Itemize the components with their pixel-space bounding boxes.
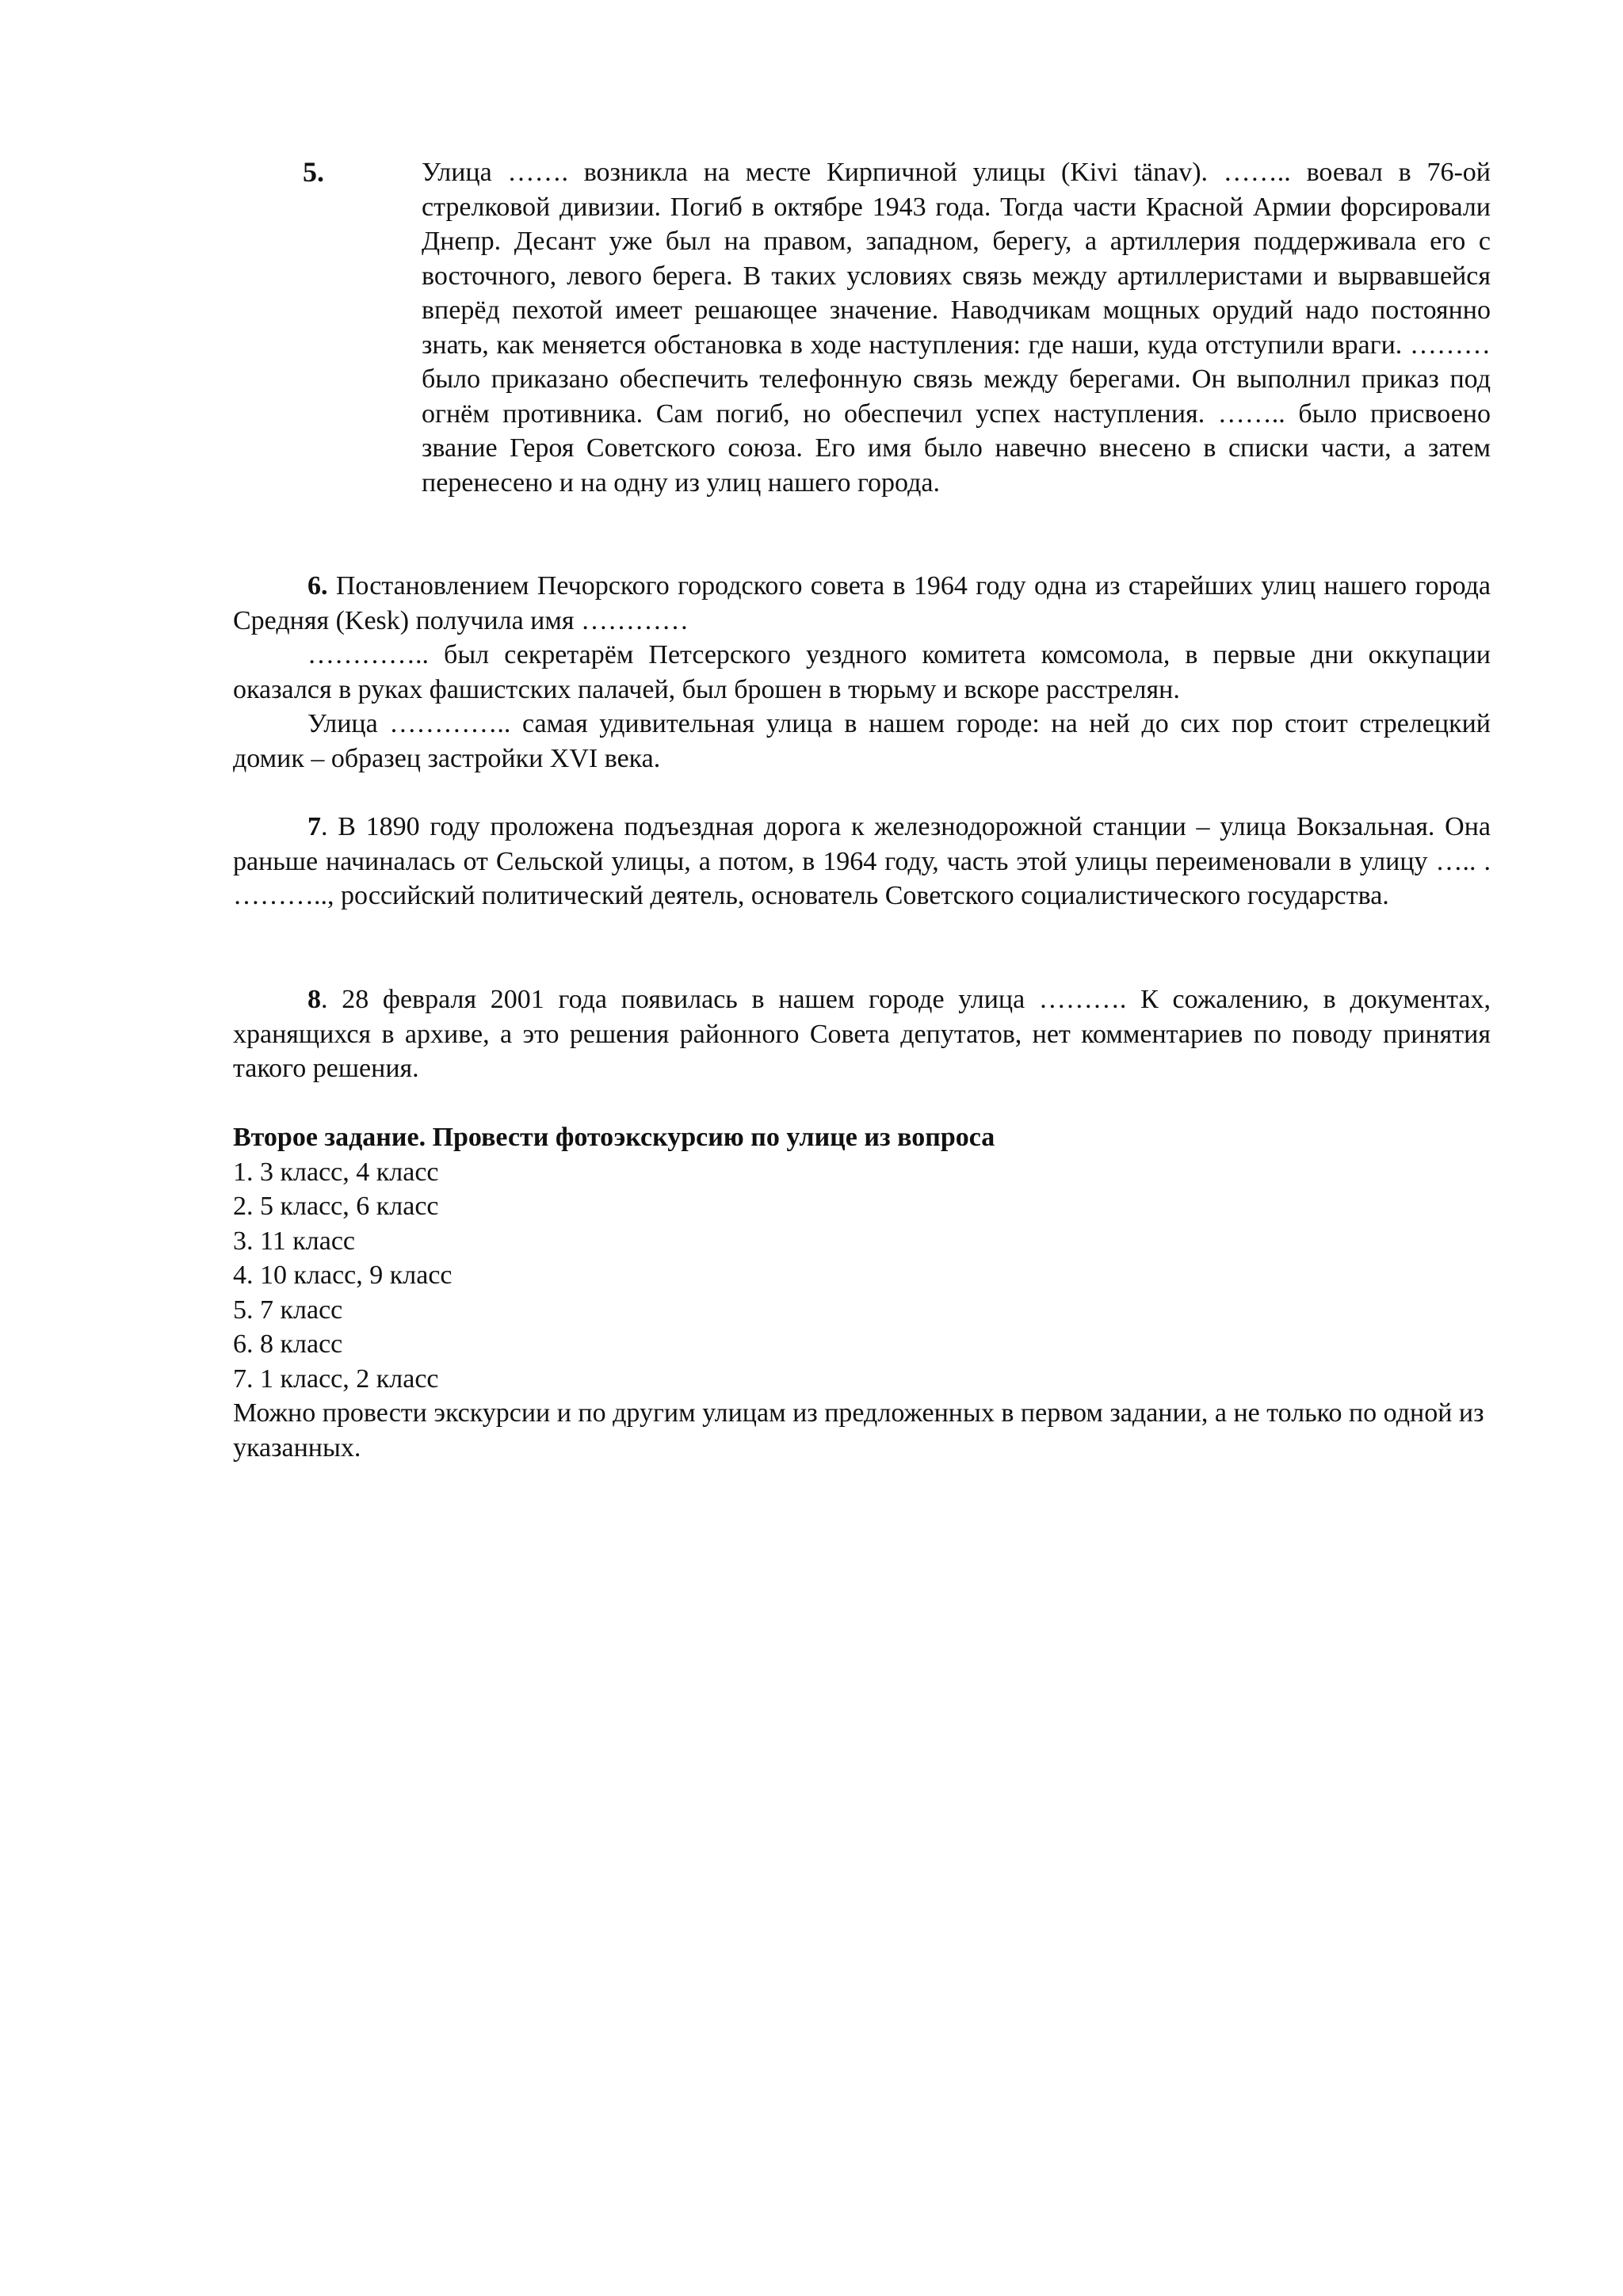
list-item: 2. 5 класс, 6 класс <box>233 1192 439 1221</box>
list-item: 6. 8 класс <box>233 1329 343 1359</box>
item-7-number: 7 <box>307 812 321 841</box>
task-2-heading: Второе задание. Провести фотоэкскурсию по улице из вопроса <box>233 1123 995 1152</box>
item-6-paragraph-2: ………….. был секретарём Петсерского уездного комитета комсомола, в первые дни оккупации оказался в руках фашистских палачей, был брошен в тюрьму и вскоре расстрелян. <box>233 640 1491 704</box>
task-2-note: Можно провести экскурсии и по другим улицам из предложенных в первом задании, а не только по одной из указанных. <box>233 1398 1484 1463</box>
item-5-text: Улица ……. возникла на месте Кирпичной улицы (Kivi tänav). …….. воевал в 76-ой стрелковой дивизии. Погиб в октябре 1943 года. Тогда части Красной Армии форсировали Днепр. Десант уже был на правом, западном, берегу, а артиллерия поддерживала его с восточного, левого берега. В таких условиях связь между артиллеристами и вырвавшейся вперёд пехотой имеет решающее значение. Наводчикам мощных орудий надо постоянно знать, как меняется обстановка в ходе наступления: где наши, куда отступили враги. ……… было приказано обеспечить телефонную связь между берегами. Он выполнил приказ под огнём противника. Сам погиб, но обеспечил успех наступления. …….. было присвоено звание Героя Советского союза. Его имя было навечно внесено в списки части, а затем перенесено и на одну из улиц нашего города. <box>422 158 1491 498</box>
list-item: 7. 1 класс, 2 класс <box>233 1363 439 1394</box>
list-item: 1. 3 класс, 4 класс <box>233 1157 439 1187</box>
item-6-paragraph-3: Улица ………….. самая удивительная улица в нашем городе: на ней до сих пор стоит стрелецкий домик – образец застройки XVI века. <box>233 709 1491 773</box>
item-8-text: . 28 февраля 2001 года появилась в нашем городе улица ………. К сожалению, в документах, хранящихся в архиве, а это решения районного Совета депутатов, нет комментариев по поводу принятия такого решения. <box>233 985 1491 1083</box>
item-7-paragraph <box>233 810 1491 913</box>
item-5-number: 5. <box>303 156 324 188</box>
item-6-paragraph-1 <box>233 569 1491 638</box>
task-2-section <box>233 1120 1491 1465</box>
item-5 <box>233 155 1491 500</box>
item-6 <box>233 569 1491 776</box>
list-item: 5. 7 класс <box>233 1295 343 1325</box>
list-item: 3. 11 класс <box>233 1226 355 1256</box>
item-8 <box>233 982 1491 1086</box>
item-7-text: . В 1890 году проложена подъездная дорога к железнодорожной станции – улица Вокзальная. Она раньше начиналась от Сельской улицы, а потом, в 1964 году, часть этой улицы переименовали в улицу ….. . ……….., российский политический деятель, основатель Советского социалистического государства. <box>233 812 1491 910</box>
item-8-number: 8 <box>307 985 321 1014</box>
item-8-paragraph <box>233 982 1491 1086</box>
item-6-number: 6. <box>307 571 328 601</box>
list-item: 4. 10 класс, 9 класс <box>233 1261 453 1290</box>
item-6-text-1: Постановлением Печорского городского совета в 1964 году одна из старейших улиц нашего города Средняя (Kesk) получила имя ………… <box>233 571 1491 635</box>
item-7 <box>233 810 1491 913</box>
